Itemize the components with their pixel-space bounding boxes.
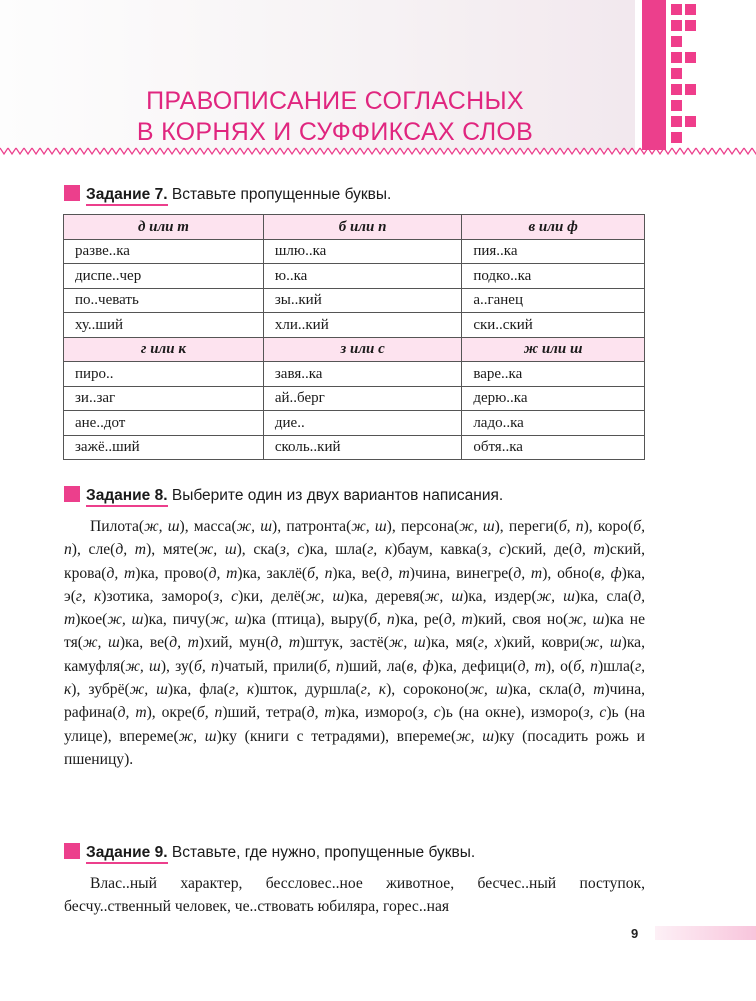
text-fragment: )шла( [597, 657, 636, 675]
letter-option: д, т [270, 634, 301, 652]
letter-option: г, к [75, 587, 102, 605]
text-fragment: )ка, заклё( [237, 564, 308, 582]
task-9-text: Влас..ный характер, бессловес..ное животное, бесчес..ный поступок, бесчу..ственный человек, че..ствовать юбиляра, горес..ная [64, 875, 645, 916]
letter-option: д, т [513, 564, 543, 582]
task-marker-icon [64, 843, 80, 859]
text-fragment: )ка, э( [64, 564, 646, 605]
table-cell: ане..дот [64, 411, 264, 436]
page-title-line-1: ПРАВОПИСАНИЕ СОГЛАСНЫХ [146, 87, 524, 115]
letter-option: ж, ш [536, 587, 575, 605]
table-cell: ладо..ка [462, 411, 645, 436]
table-row [64, 386, 645, 411]
letter-option: д, т [115, 541, 147, 559]
table-cell: обтя..ка [462, 435, 645, 460]
text-fragment: ), окре( [146, 704, 197, 722]
letter-option: ж, ш [144, 518, 180, 535]
text-fragment: ), масса( [179, 518, 237, 535]
letter-option: д, т [574, 541, 605, 559]
letter-option: ж, ш [469, 681, 508, 699]
letter-option: д, т [306, 704, 336, 722]
task-7-heading [64, 185, 391, 205]
letter-option: з, с [417, 704, 441, 722]
table-row [64, 411, 645, 436]
table-cell: дие.. [263, 411, 461, 436]
task-7-number: Задание 7. [86, 186, 168, 206]
table-cell: ху..ший [64, 313, 264, 338]
letter-option: б, п [369, 611, 395, 629]
letter-option: ж, ш [305, 587, 345, 605]
table-cell: варе..ка [462, 362, 645, 387]
table-row [64, 435, 645, 460]
text-fragment: ), ска( [236, 541, 280, 559]
letter-option: з, с [213, 587, 239, 605]
table-cell: дерю..ка [462, 386, 645, 411]
table-cell: пия..ка [462, 239, 645, 264]
table-cell: зажё..ший [64, 435, 264, 460]
text-fragment: )ку (книги с тетрадями), впереме( [216, 727, 457, 745]
letter-option: б, п [318, 657, 344, 675]
letter-option: ж, ш [198, 541, 237, 559]
letter-option: д, т [517, 657, 546, 675]
task-9-instruction: Вставьте, где нужно, пропущенные буквы. [167, 844, 476, 861]
page-title-line-2: В КОРНЯХ И СУФФИКСАХ СЛОВ [136, 118, 534, 146]
letter-option: ж, ш [424, 587, 464, 605]
letter-option: ж, ш [568, 611, 605, 629]
text-fragment: ), сле( [71, 541, 116, 559]
text-fragment: )чатый, прили( [218, 657, 319, 675]
text-fragment: )ка, прово( [135, 564, 209, 582]
text-fragment: ), зубрё( [71, 681, 130, 699]
table-row [64, 288, 645, 313]
text-fragment: ), сороконо( [386, 681, 470, 699]
consonant-table [63, 214, 645, 460]
letter-option: ж, ш [459, 518, 495, 535]
text-fragment: )ка, скла( [507, 681, 574, 699]
table-cell: сколь..кий [263, 435, 461, 460]
text-fragment: )кий, коври( [501, 634, 585, 652]
table-row [64, 264, 645, 289]
table-cell: ски..ский [462, 313, 645, 338]
text-fragment: )ка, издер( [463, 587, 537, 605]
text-fragment: )ка, пичу( [143, 611, 211, 629]
task-8-number: Задание 8. [86, 487, 168, 507]
text-fragment: )шток, дуршла( [254, 681, 361, 699]
text-fragment: )ка, изморо( [335, 704, 418, 722]
table-cell: разве..ка [64, 239, 264, 264]
text-fragment: )чина, винегре( [409, 564, 514, 582]
table-cell: шлю..ка [263, 239, 461, 264]
table-cell: ай..берг [263, 386, 461, 411]
text-fragment: ), патронта( [272, 518, 352, 535]
letter-option: д, т [380, 564, 410, 582]
letter-option: б, п [64, 518, 645, 559]
text-fragment: )чина, рафина( [64, 681, 646, 722]
text-fragment: ), о( [545, 657, 574, 675]
table-cell: ю..ка [263, 264, 461, 289]
text-fragment: ), переги( [494, 518, 559, 535]
letter-option: д, т [573, 681, 605, 699]
text-fragment: )ший, ла( [343, 657, 407, 675]
text-fragment: )хий, мун( [198, 634, 271, 652]
text-fragment: ), персона( [386, 518, 460, 535]
text-fragment: )кий, своя но( [472, 611, 569, 629]
text-fragment: )ка (птица), выру( [246, 611, 370, 629]
table-row [64, 313, 645, 338]
letter-option: ж, ш [210, 611, 247, 629]
task-marker-icon [64, 185, 80, 201]
text-fragment: )ский, крова( [64, 541, 646, 582]
text-fragment: )баум, кавка( [392, 541, 482, 559]
text-fragment: )ка, ве( [119, 634, 170, 652]
text-fragment: )ка, деревя( [344, 587, 425, 605]
letter-option: ж, ш [388, 634, 426, 652]
text-fragment: ), мяте( [146, 541, 199, 559]
table-header-cell: з или с [263, 337, 461, 362]
letter-option: г, к [360, 681, 387, 699]
text-fragment: )ь (на улице), впереме( [64, 704, 645, 745]
letter-option: д, т [64, 587, 645, 629]
task-9-heading [64, 843, 475, 863]
task-8-instruction: Выберите один из двух вариантов написания. [167, 487, 504, 504]
letter-option: ж, ш [82, 634, 120, 652]
letter-option: д, т [443, 611, 473, 629]
task-9-number: Задание 9. [86, 844, 168, 864]
task-8-text [64, 515, 645, 771]
table-cell: зи..заг [64, 386, 264, 411]
table-cell: диспе..чер [64, 264, 264, 289]
letter-option: б, п [558, 518, 584, 535]
letter-option: ж, ш [125, 657, 161, 675]
letter-option: б, п [193, 657, 219, 675]
text-fragment: )штук, застё( [300, 634, 389, 652]
table-cell: завя..ка [263, 362, 461, 387]
task-8-heading [64, 486, 503, 506]
table-header-row [64, 337, 645, 362]
letter-option: д, т [106, 564, 136, 582]
text-fragment: )ка, мя( [425, 634, 478, 652]
header-accent-strip [642, 0, 666, 150]
letter-option: в, ф [594, 564, 622, 582]
table-row [64, 362, 645, 387]
letter-option: в, ф [406, 657, 434, 675]
text-fragment: )ь (на окне), изморо( [440, 704, 584, 722]
letter-option: б, п [196, 704, 223, 722]
text-fragment: )ка, шла( [304, 541, 368, 559]
text-fragment: ), зу( [160, 657, 194, 675]
letter-option: з, с [279, 541, 305, 559]
text-fragment: )ший, тетра( [222, 704, 307, 722]
table-header-cell: ж или ш [462, 337, 645, 362]
page-number: 9 [631, 926, 639, 941]
text-fragment: )ки, делё( [238, 587, 306, 605]
letter-option: д, т [117, 704, 147, 722]
task-marker-icon [64, 486, 80, 502]
letter-option: д, т [208, 564, 238, 582]
text-fragment: )ка, сла( [574, 587, 634, 605]
letter-option: д, т [169, 634, 199, 652]
letter-option: ж, ш [107, 611, 144, 629]
table-header-row [64, 215, 645, 240]
letter-option: з, с [583, 704, 607, 722]
table-cell: а..ганец [462, 288, 645, 313]
text-fragment: ), коро( [583, 518, 634, 535]
table-header-cell: б или п [263, 215, 461, 240]
text-fragment: Пилота( [90, 518, 145, 535]
page-title [100, 86, 570, 148]
table-cell: подко..ка [462, 264, 645, 289]
table-cell: по..чевать [64, 288, 264, 313]
table-cell: хли..кий [263, 313, 461, 338]
letter-option: г, к [367, 541, 393, 559]
table-header-cell: д или т [64, 215, 264, 240]
letter-option: ж, ш [236, 518, 273, 535]
text-fragment: )ку (посадить рожь и пшеницу). [64, 727, 645, 768]
table-row [64, 239, 645, 264]
text-fragment: )ский, де( [506, 541, 575, 559]
text-fragment: )ка, ве( [332, 564, 381, 582]
letter-option: б, п [307, 564, 333, 582]
text-fragment: )кое( [75, 611, 108, 629]
text-fragment: ), обно( [542, 564, 595, 582]
table-header-cell: г или к [64, 337, 264, 362]
letter-option: ж, ш [129, 681, 168, 699]
letter-option: б, п [573, 657, 598, 675]
letter-option: г, к [64, 657, 646, 699]
letter-option: г, к [228, 681, 255, 699]
text-fragment: )ка, фла( [167, 681, 229, 699]
text-fragment: )ка не тя( [64, 611, 645, 652]
letter-option: ж, ш [456, 727, 495, 745]
task-7-instruction: Вставьте пропущенные буквы. [167, 186, 392, 203]
text-fragment: )ка, дефици( [433, 657, 518, 675]
letter-option: з, с [481, 541, 507, 559]
table-cell: пиро.. [64, 362, 264, 387]
letter-option: г, х [477, 634, 502, 652]
page-number-bar [655, 926, 756, 940]
letter-option: ж, ш [584, 634, 622, 652]
table-cell: зы..кий [263, 288, 461, 313]
text-fragment: )ка, камуфля( [64, 634, 645, 675]
text-fragment: )зотика, заморо( [101, 587, 214, 605]
text-fragment: )ка, ре( [394, 611, 444, 629]
letter-option: ж, ш [351, 518, 387, 535]
table-header-cell: в или ф [462, 215, 645, 240]
letter-option: ж, ш [178, 727, 217, 745]
